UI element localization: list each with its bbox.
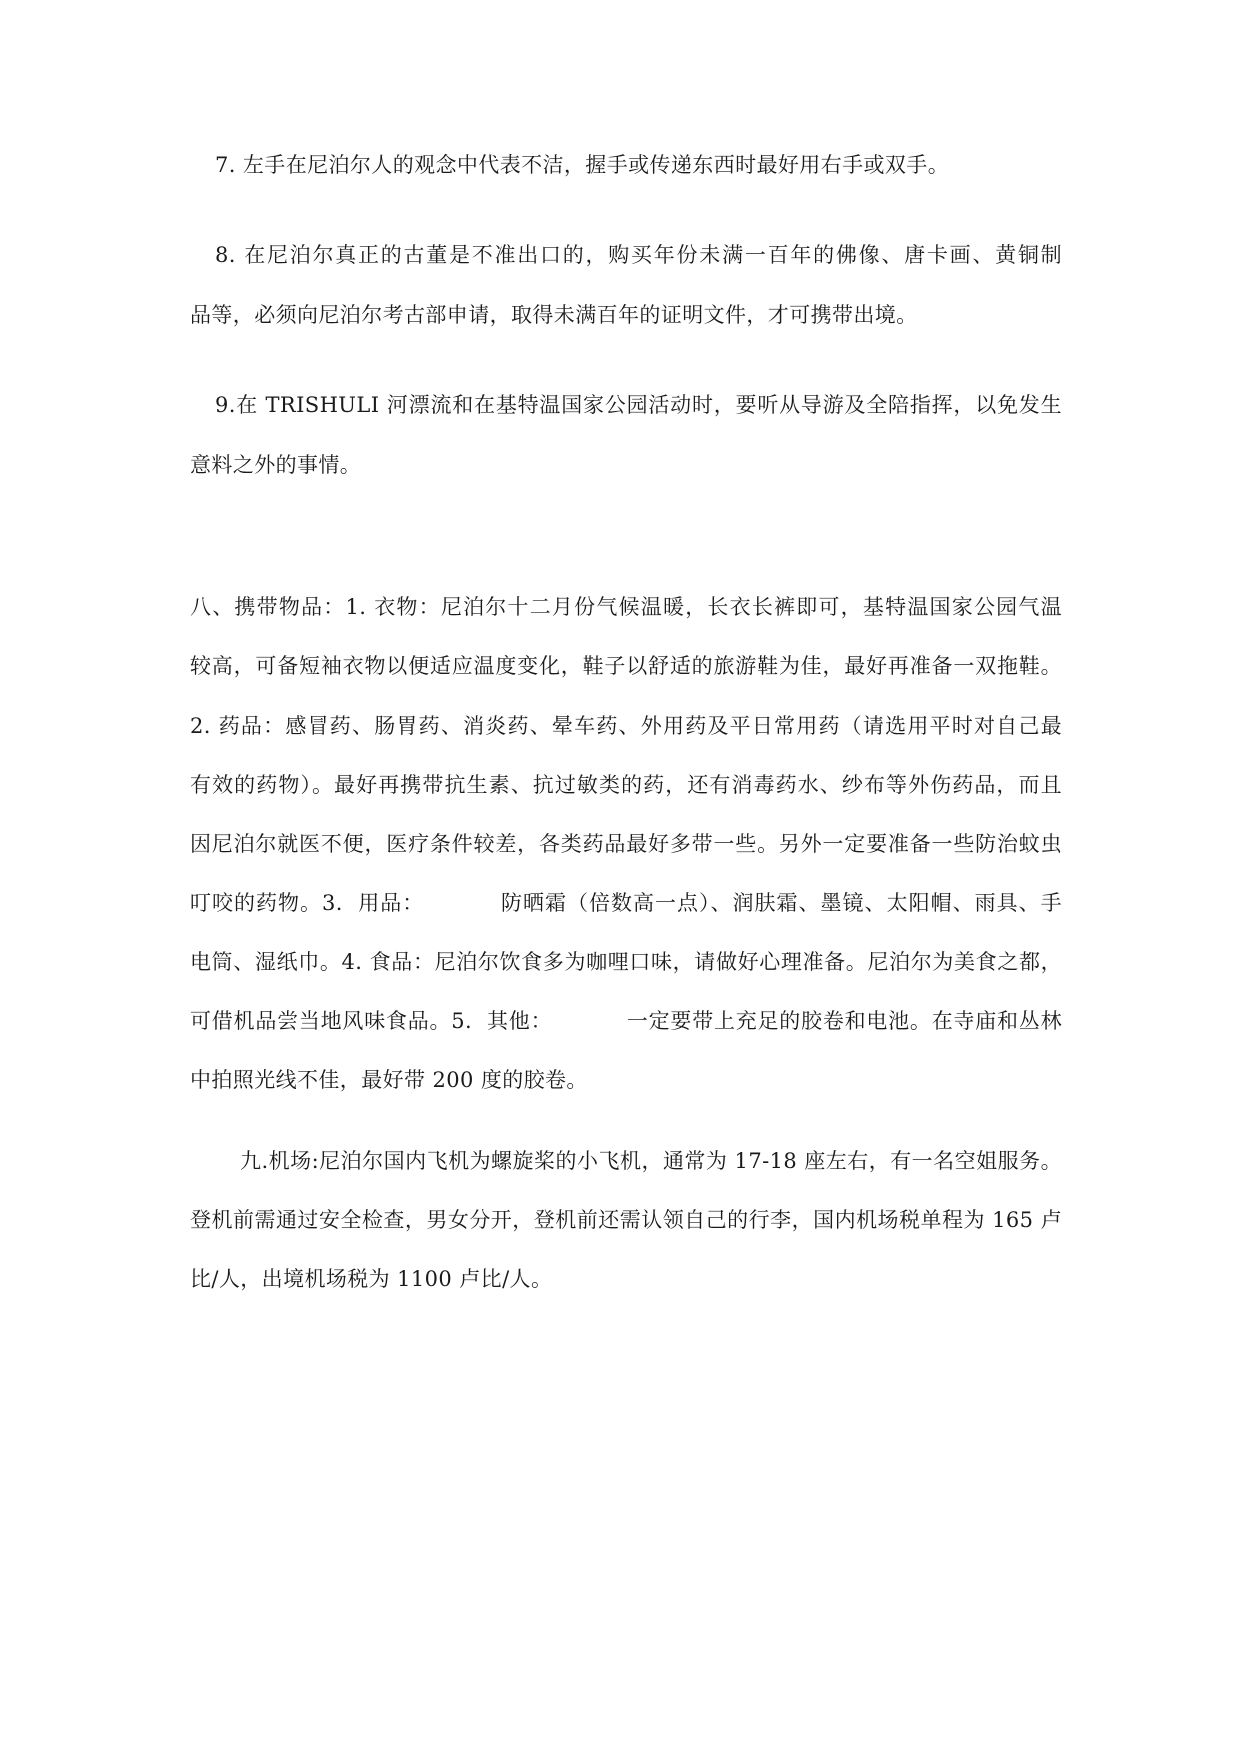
- item-8-line-1: 8. 在尼泊尔真正的古董是不准出口的，购买年份未满一百年的佛像、唐卡画、黄铜制: [215, 243, 1062, 267]
- section-8-line-9: 中拍照光线不佳，最好带 200 度的胶卷。: [190, 1068, 588, 1092]
- section-8-line-8: 可借机品尝当地风味食品。5. 其他： 一定要带上充足的胶卷和电池。在寺庙和丛林: [190, 1009, 1062, 1033]
- section-8-line-7: 电筒、湿纸巾。4. 食品：尼泊尔饮食多为咖哩口味，请做好心理准备。尼泊尔为美食之都，: [190, 950, 1062, 974]
- item-9-line-2: 意料之外的事情。: [190, 453, 362, 477]
- section-8-line-1: 八、携带物品：1. 衣物：尼泊尔十二月份气候温暖，长衣长裤即可，基特温国家公园气温: [190, 595, 1062, 619]
- section-9-line-3: 比/人，出境机场税为 1100 卢比/人。: [190, 1267, 553, 1291]
- section-8-line-4: 有效的药物）。最好再携带抗生素、抗过敏类的药，还有消毒药水、纱布等外伤药品，而且: [190, 773, 1062, 797]
- item-9-line-1: 9.在 TRISHULI 河漂流和在基特温国家公园活动时，要听从导游及全陪指挥，以免发生: [215, 393, 1062, 417]
- section-8-line-2: 较高，可备短袖衣物以便适应温度变化，鞋子以舒适的旅游鞋为佳，最好再准备一双拖鞋。: [190, 654, 1062, 678]
- section-8-line-3: 2. 药品：感冒药、肠胃药、消炎药、晕车药、外用药及平日常用药（请选用平时对自己最: [190, 714, 1062, 738]
- item-8-line-2: 品等，必须向尼泊尔考古部申请，取得未满百年的证明文件，才可携带出境。: [190, 303, 918, 327]
- section-9-line-1: 九.机场:尼泊尔国内飞机为螺旋桨的小飞机，通常为 17-18 座左右，有一名空姐服务。: [240, 1149, 1062, 1173]
- section-8-line-6: 叮咬的药物。3. 用品： 防晒霜（倍数高一点）、润肤霜、墨镜、太阳帽、雨具、手: [190, 891, 1062, 915]
- section-8-line-5: 因尼泊尔就医不便，医疗条件较差，各类药品最好多带一些。另外一定要准备一些防治蚊虫: [190, 832, 1062, 856]
- item-7-line-1: 7. 左手在尼泊尔人的观念中代表不洁，握手或传递东西时最好用右手或双手。: [215, 153, 950, 177]
- section-9-line-2: 登机前需通过安全检查，男女分开，登机前还需认领自己的行李，国内机场税单程为 165 卢: [190, 1208, 1062, 1232]
